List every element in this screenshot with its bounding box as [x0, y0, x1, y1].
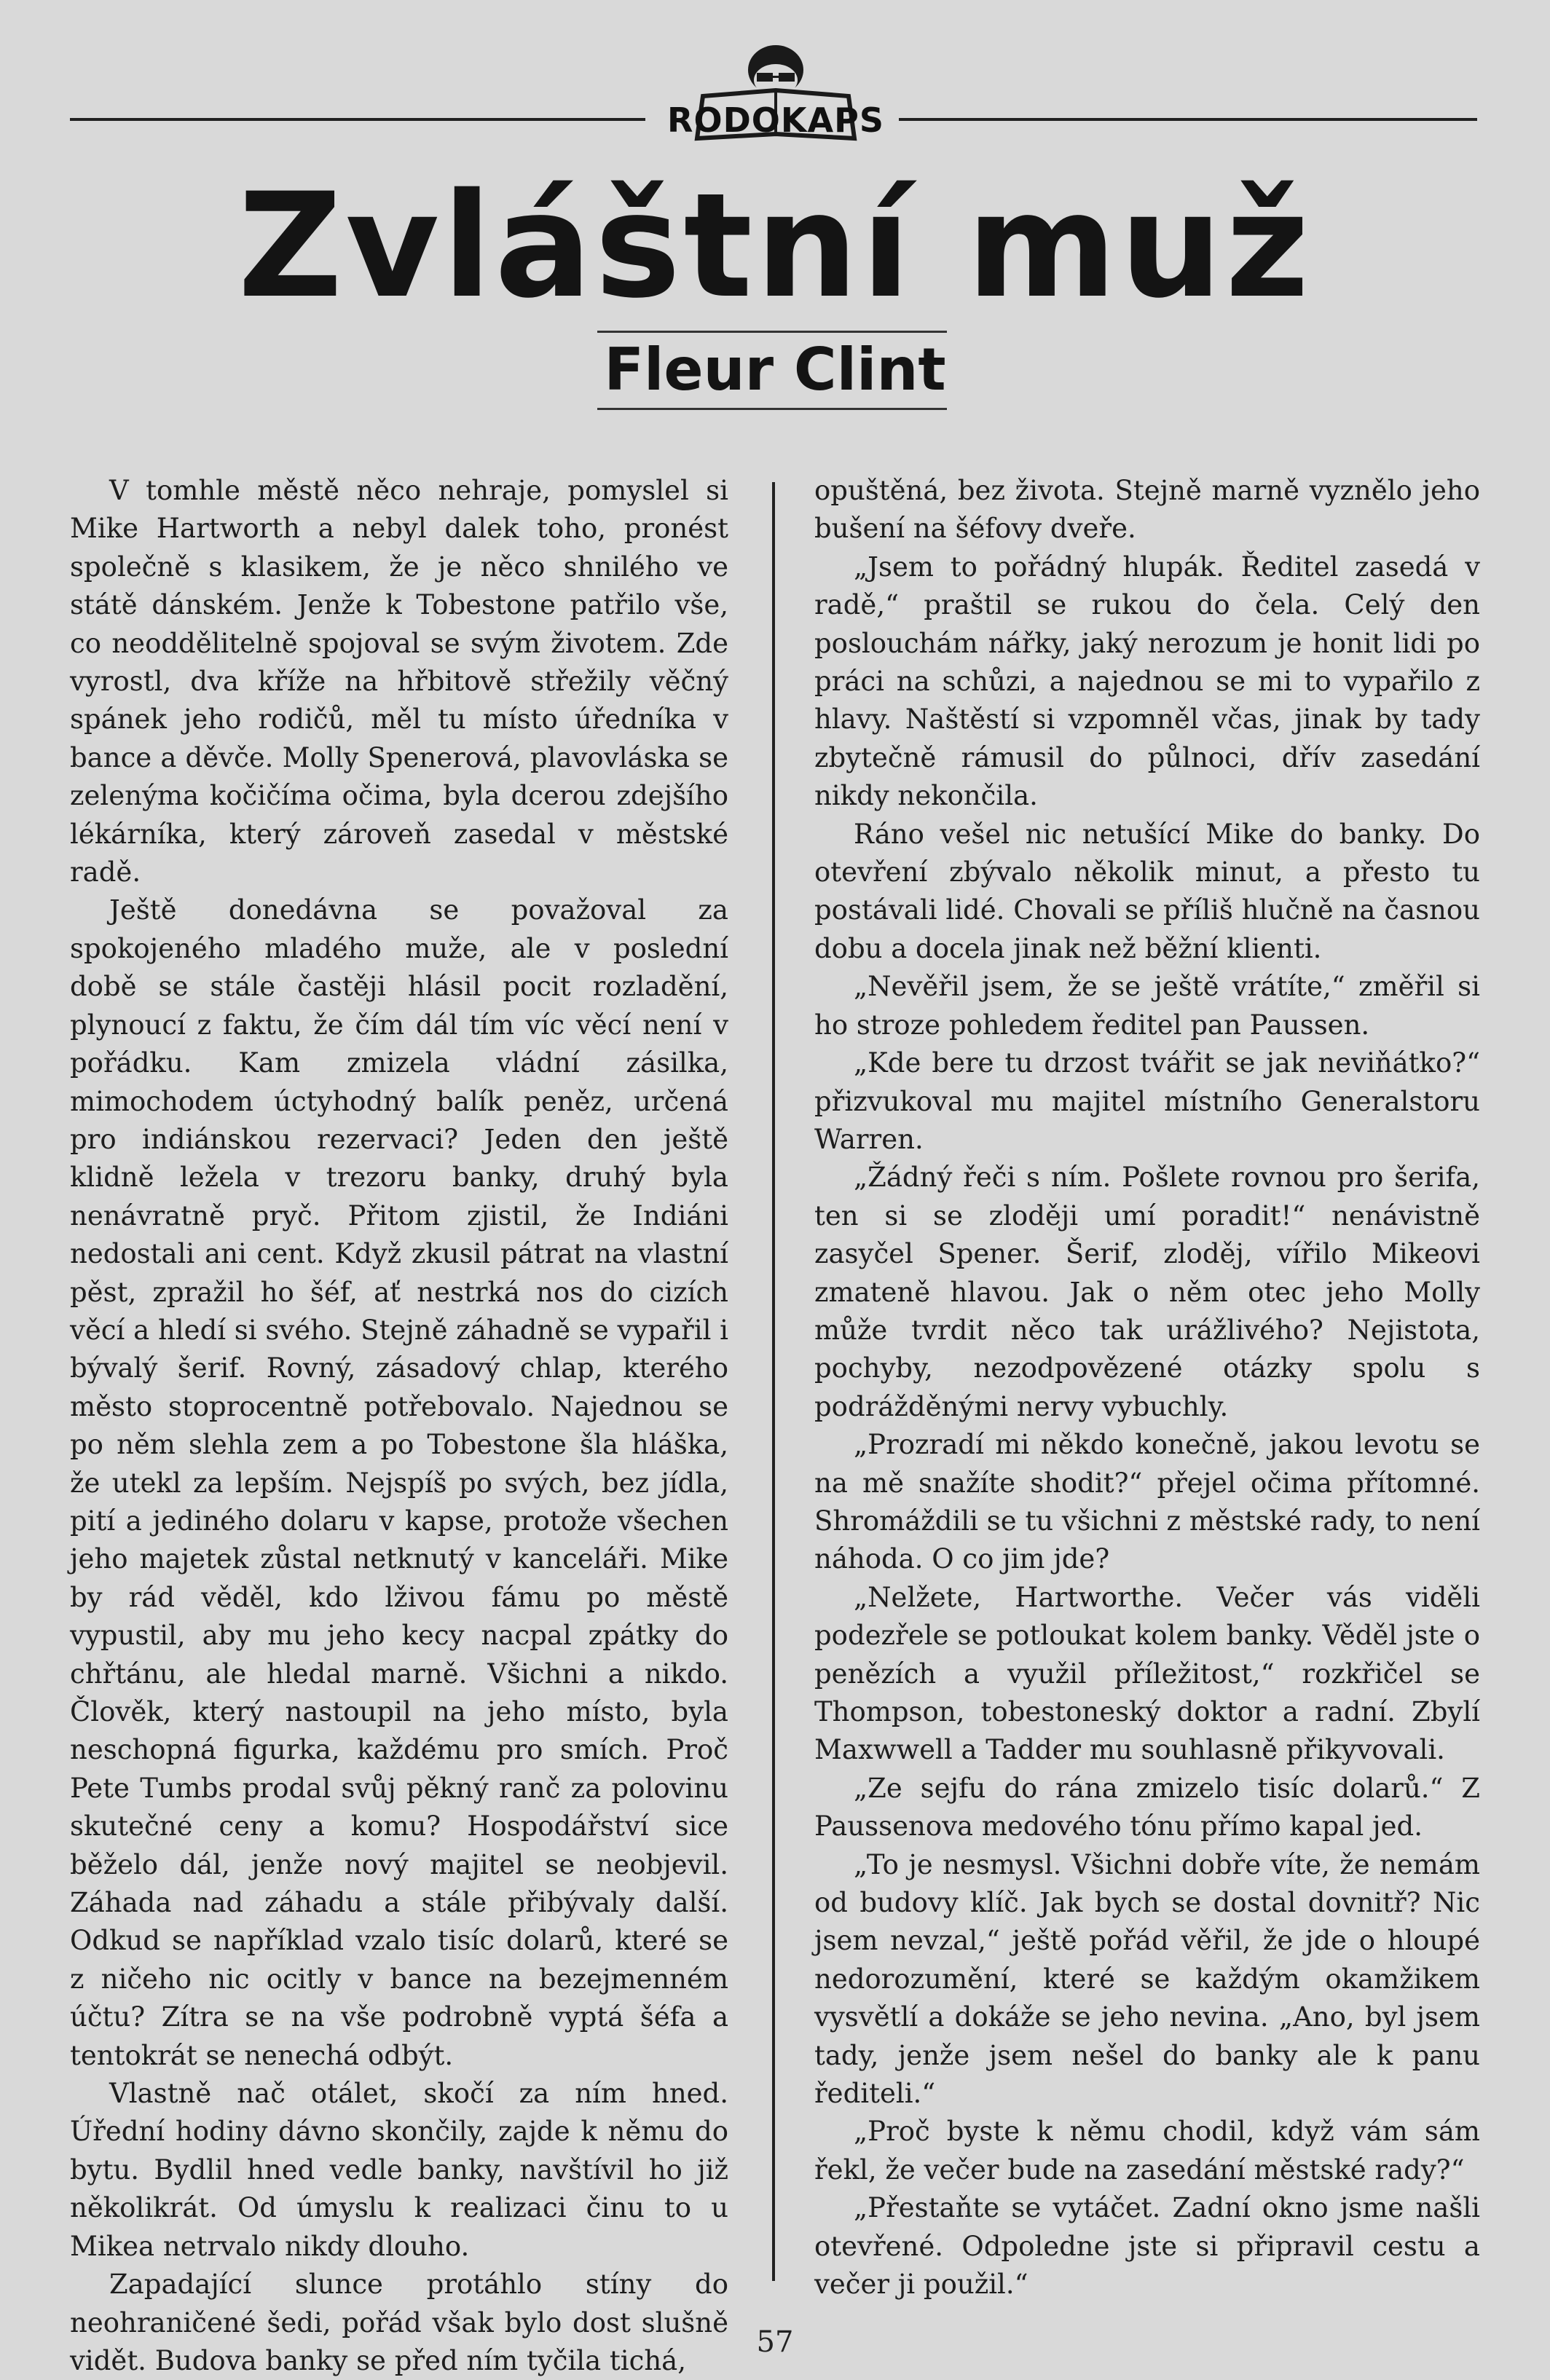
article-author: Fleur Clint — [604, 336, 946, 403]
paragraph: opuštěná, bez života. Stejně marně vyznělo jeho bušení na šéfovy dveře. — [814, 475, 1480, 545]
left-column — [70, 472, 728, 2380]
paragraph: „Kde bere tu drzost tvářit se jak neviňátko?“ přizvukoval mu majitel místního Generalstoru Warren. — [814, 1047, 1480, 1155]
article-title: Zvláštní muž — [237, 162, 1313, 330]
paragraph: Ještě donedávna se považoval za spokojeného mladého muže, ale v poslední době se stále častěji hlásil pocit rozladění, plynoucí z faktu, že čím dál tím víc věcí není v pořádku. Kam zmizela vládní zásilka, mimochodem úctyhodný balík peněz, určená pro indiánskou rezervaci? Jeden den ještě klidně ležela v trezoru banky, druhý byla nenávratně pryč. Přitom zjistil, že Indiáni nedostali ani cent. Když zkusil pátrat na vlastní pěst, zpražil ho šéf, ať nestrká nos do cizích věcí a hledí si svého. Stejně záhadně se vypařil i bývalý šerif. Rovný, zásadový chlap, kterého město stoprocentně potřebovalo. Najednou se po něm slehla zem a po Tobestone šla hláška, že utekl za lepším. Nejspíš po svých, bez jídla, pití a jediného dolaru v kapse, protože všechen jeho majetek zůstal netknutý v kanceláři. Mike by rád věděl, kdo lživou fámu po městě vypustil, aby mu jeho kecy nacpal zpátky do chřtánu, ale hledal marně. Všichni a nikdo. Člověk, který nastoupil na jeho místo, byla neschopná figurka, každému pro smích. Proč Pete Tumbs prodal svůj pěkný ranč za polovinu skutečné ceny a komu? Hospodářství sice běželo dál, jenže nový majitel se neobjevil. Záhada nad záhadu a stále přibývaly další. Odkud se například vzalo tisíc dolarů, které se z ničeho nic ocitly v bance na bezejmenném účtu? Zítra se na vše podrobně vyptá šéfa a tentokrát se nenechá odbýt. — [70, 894, 728, 2071]
paragraph: „Nelžete, Hartworthe. Večer vás viděli podezřele se potloukat kolem banky. Věděl jste o penězích a využil příležitost,“ rozkřičel se Thompson, tobestoneský doktor a radní. Zbylí Maxwwell a Tadder mu souhlasně přikyvovali. — [814, 1581, 1480, 1766]
author-rule-bottom — [597, 408, 947, 410]
paragraph: Ráno vešel nic netušící Mike do banky. Do otevření zbývalo několik minut, a přesto tu postávali lidé. Chovali se příliš hlučně na časnou dobu a docela jinak než běžní klienti. — [814, 818, 1480, 964]
column-divider — [772, 482, 775, 2281]
logo-text: RODOKAPS — [667, 101, 884, 140]
paragraph: „Ze sejfu do rána zmizelo tisíc dolarů.“ Z Paussenova medového tónu přímo kapal jed. — [814, 1772, 1480, 1843]
author-rule-top — [597, 331, 947, 333]
rodokaps-logo — [659, 29, 892, 146]
paragraph: „To je nesmysl. Všichni dobře víte, že nemám od budovy klíč. Jak bych se dostal dovnitř? Nic jsem nevzal,“ ještě pořád věřil, že jde o hloupé nedorozumění, které se každým okamžikem vysvětlí a dokáže se jeho nevina. „Ano, byl jsem tady, jenže jsem nešel do banky ale k panu řediteli.“ — [814, 1848, 1480, 2110]
header-rule-right — [899, 118, 1477, 121]
paragraph: „Proč byste k němu chodil, když vám sám řekl, že večer bude na zasedání městské rady?“ — [814, 2116, 1480, 2186]
paragraph: „Prozradí mi někdo konečně, jakou levotu se na mě snažíte shodit?“ přejel očima přítomné. Shromáždili se tu všichni z městské rady, to není náhoda. O co jim jde? — [814, 1429, 1480, 1575]
paragraph: „Přestaňte se vytáčet. Zadní okno jsme našli otevřené. Odpoledne jste si připravil cestu a večer ji použil.“ — [814, 2192, 1480, 2301]
paragraph: „Nevěřil jsem, že se ještě vrátíte,“ změřil si ho stroze pohledem ředitel pan Paussen. — [814, 971, 1480, 1041]
paragraph: „Jsem to pořádný hlupák. Ředitel zasedá v radě,“ praštil se rukou do čela. Celý den poslouchám nářky, jaký nerozum je honit lidi po práci na schůzi, a najednou se mi to vypařilo z hlavy. Naštěstí si vzpomněl včas, jinak by tady zbytečně rámusil do půlnoci, dřív zasedání nikdy nekončila. — [814, 551, 1480, 812]
paragraph: Vlastně nač otálet, skočí za ním hned. Úřední hodiny dávno skončily, zajde k němu do bytu. Bydlil hned vedle banky, navštívil ho již několikrát. Od úmyslu k realizaci činu to u Mikea netrvalo nikdy dlouho. — [70, 2078, 728, 2262]
header-rule-left — [70, 118, 645, 121]
paragraph: V tomhle městě něco nehraje, pomyslel si Mike Hartworth a nebyl dalek toho, pronést společně s klasikem, že je něco shnilého ve státě dánském. Jenže k Tobestone patřilo vše, co neoddělitelně spojoval se svým životem. Zde vyrostl, dva kříže na hřbitově střežily věčný spánek jeho rodičů, měl tu místo úředníka v bance a děvče. Molly Spenerová, plavovláska se zelenýma kočičíma očima, byla dcerou zdejšího lékárníka, který zároveň zasedal v městské radě. — [70, 475, 728, 888]
right-column — [814, 472, 1480, 2304]
paragraph: „Žádný řeči s ním. Pošlete rovnou pro šerifa, ten si se zloději umí poradit!“ nenávistně zasyčel Spener. Šerif, zloděj, vířilo Mikeovi zmateně hlavou. Jak o něm otec jeho Molly může tvrdit něco tak urážlivého? Nejistota, pochyby, nezodpovězené otázky spolu s podrážděnými nervy vybuchly. — [814, 1162, 1480, 1422]
page-number: 57 — [756, 2325, 794, 2359]
paragraph: Zapadající slunce protáhlo stíny do neohraničené šedi, pořád však bylo dost slušně vidět. Budova banky se před ním tyčila tichá, — [70, 2269, 728, 2376]
